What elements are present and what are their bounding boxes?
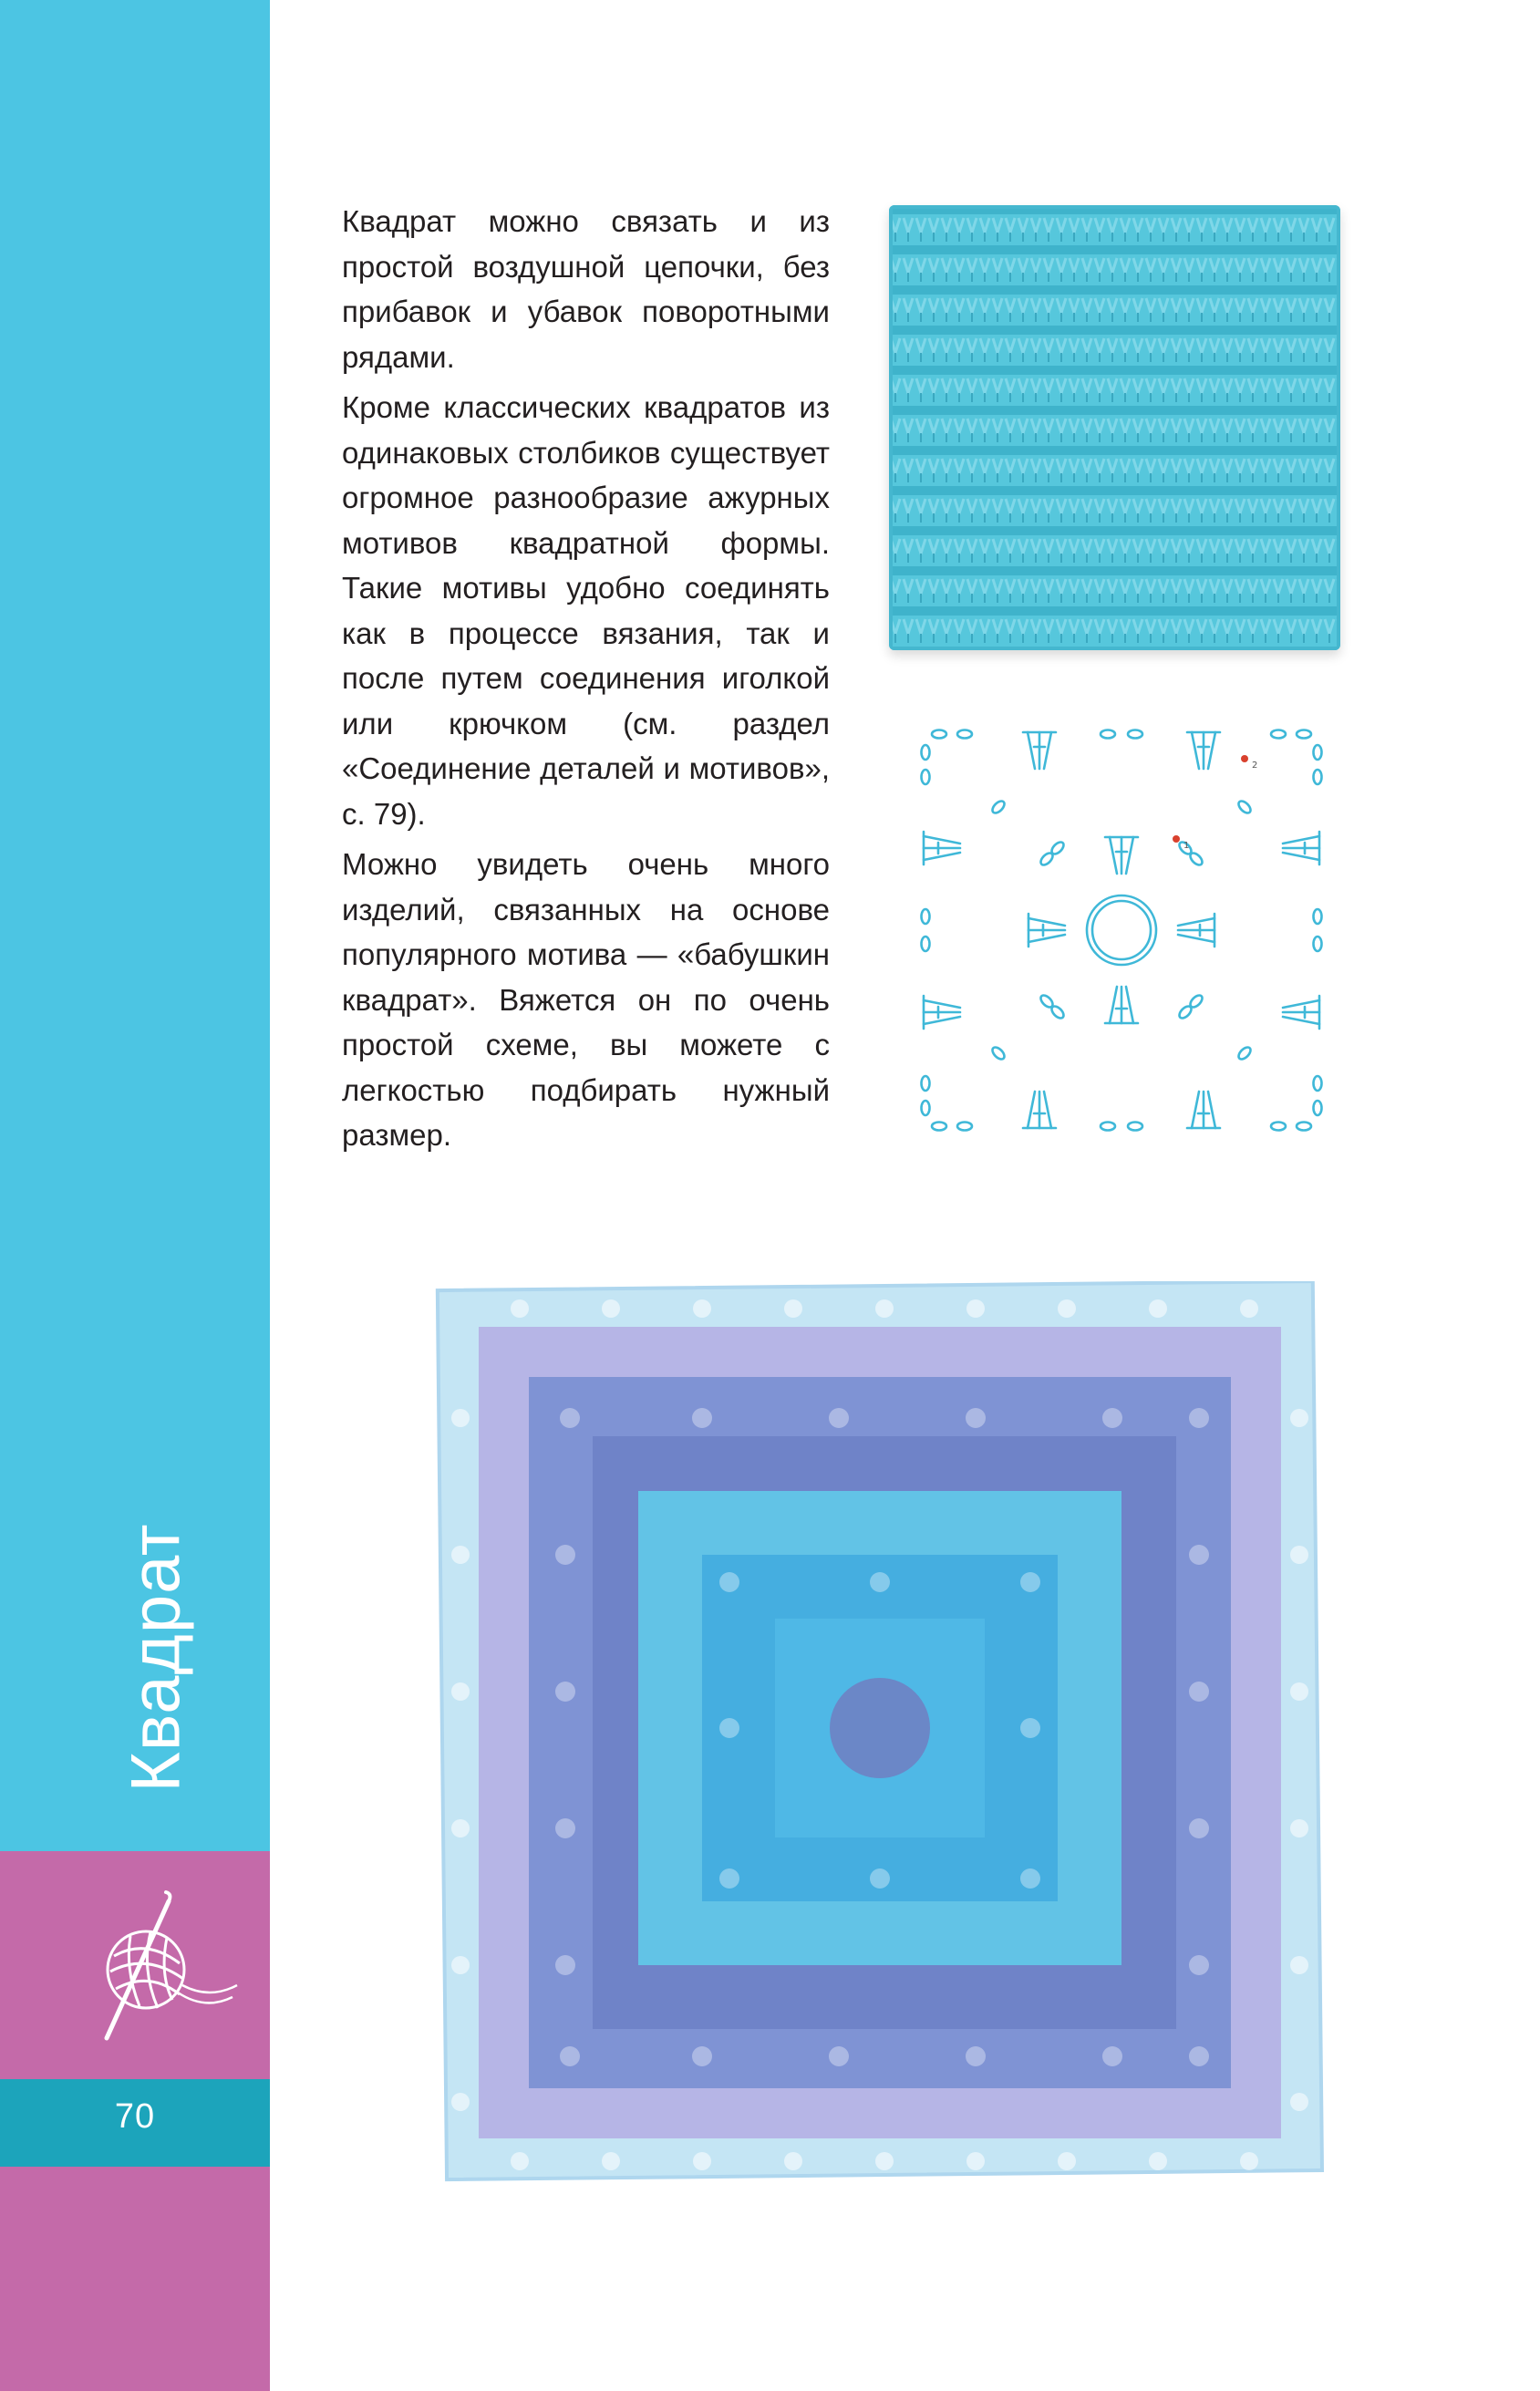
row-marker-1: 1 xyxy=(1183,841,1190,851)
row-marker-2: 2 xyxy=(1252,761,1258,771)
granny-square-photo xyxy=(429,1281,1340,2193)
page-number: 70 xyxy=(114,2097,156,2136)
section-title: Квадрат xyxy=(117,1523,195,1793)
yarn-ball-with-hook-icon xyxy=(78,1883,251,2056)
paragraph-3: Можно увидеть очень много изделий, связанных на основе популярного мотива — «бабушкин квадрат». Вяжется он по очень простой схеме, вы можете с легкостью подбирать нужный размер. xyxy=(342,847,830,1152)
crochet-solid-square-photo xyxy=(889,205,1340,650)
granny-square-chart xyxy=(903,711,1340,1149)
paragraph-2: Кроме классических квадратов из одинаковых столбиков существует огромное разнообразие ажурных мотивов квадратной формы. Такие мотивы удобно соединять как в процессе вязания, так и после путем соединения иголкой или крючком (см. раздел «Соединение деталей и мотивов», с. 79). xyxy=(342,390,830,831)
sidebar xyxy=(0,0,270,2391)
body-text xyxy=(342,199,830,1164)
paragraph-1: Квадрат можно связать и из простой воздушной цепочки, без прибавок и убавок поворотными рядами. xyxy=(342,204,830,374)
